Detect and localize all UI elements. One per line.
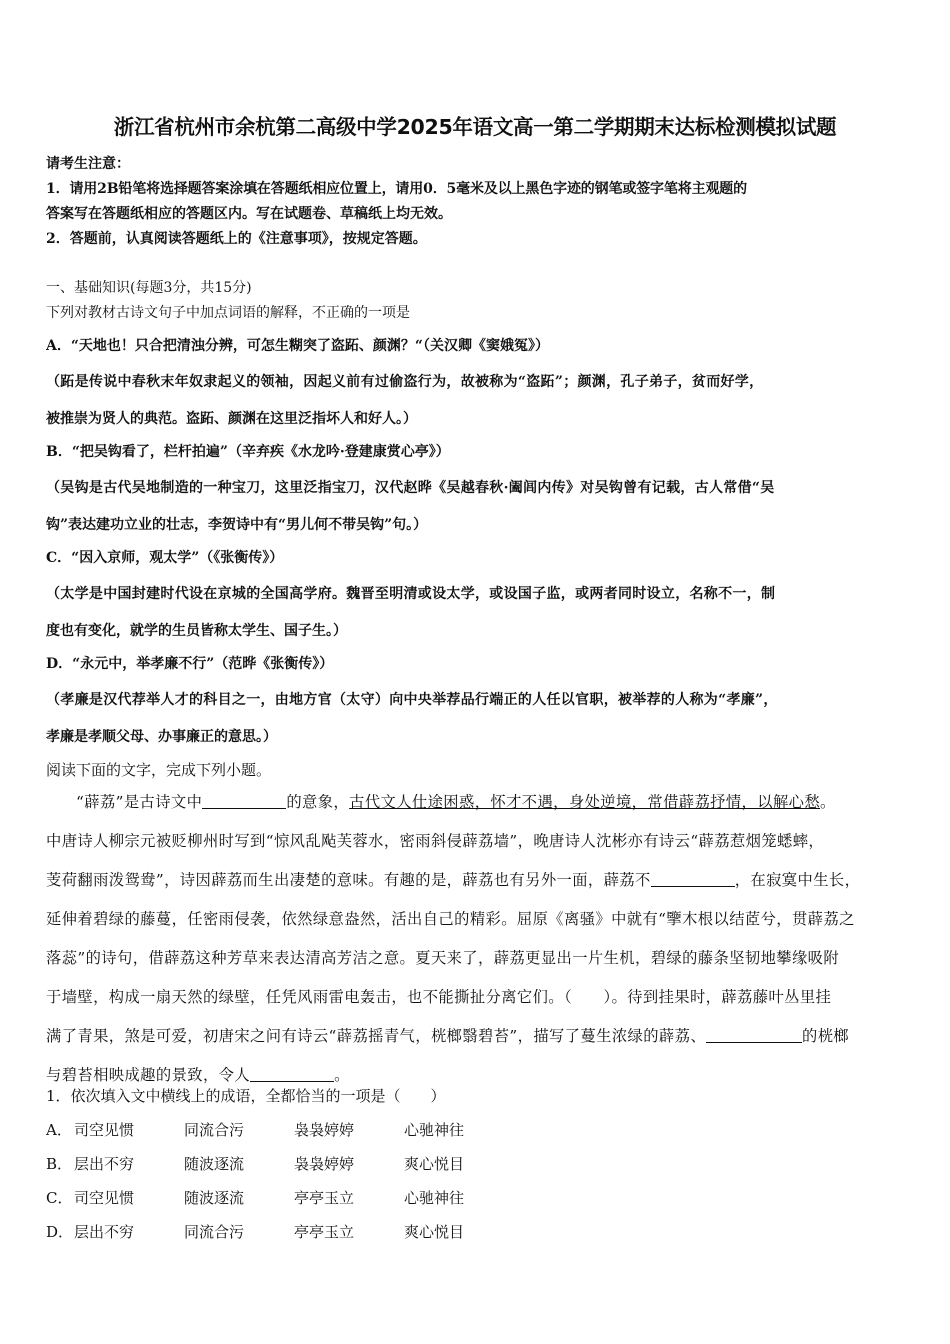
option-word: 亭亭玉立 (294, 1223, 355, 1241)
question-1-stem: 1．依次填入文中横线上的成语，全都恰当的一项是（ ） (46, 1087, 446, 1105)
passage-text: 。 (820, 793, 836, 811)
option-d-note-line-2: 孝廉是孝顺父母、办事廉正的意思。） (46, 729, 277, 745)
answer-blank-1 (202, 790, 286, 809)
passage-line-6: 于墙壁，构成一扇天然的绿壁，任凭风雨雷电轰击，也不能撕扯分离它们。（ ）。待到挂果时，薜荔藤叶丛里挂 (46, 988, 832, 1006)
option-a: A．“天地也！只合把清浊分辨，可怎生糊突了盗跖、颜渊？“（关汉卿《窦娥冤》） (46, 338, 549, 354)
option-a-note-line-1: （跖是传说中春秋末年奴隶起义的领袖，因起义前有过偷盗行为，故被称为“盗跖”；颜渊，孔子弟子，贫而好学， (46, 374, 764, 390)
option-d-note-line-1: （孝廉是汉代荐举人才的科目之一，由地方官（太守）向中央举荐品行端正的人任以官职，被举荐的人称为“孝廉”， (46, 692, 778, 708)
passage-line-7 (46, 1017, 908, 1056)
option-b-note-line-1: （吴钩是古代吴地制造的一种宝刀，这里泛指宝刀，汉代赵晔《吴越春秋·阖闾内传》对吴钩曾有记载，古人常借“吴 (46, 480, 775, 496)
q1-option-d (46, 1221, 464, 1242)
passage-text: ，在寂寞中生长， (734, 871, 861, 889)
option-c-note-line-2: 度也有变化，就学的生员皆称太学生、国子生。） (46, 623, 347, 639)
option-a-note-line-2: 被推崇为贤人的典范。盗跖、颜渊在这里泛指坏人和好人。） (46, 411, 417, 427)
option-word: 袅袅婷婷 (294, 1121, 355, 1139)
option-word: 心驰神往 (404, 1121, 465, 1139)
option-word: 爽心悦目 (404, 1155, 465, 1173)
answer-blank-4 (250, 1063, 334, 1082)
passage-text: 。 (334, 1066, 350, 1084)
option-word: 爽心悦目 (404, 1223, 465, 1241)
option-c: C．“因入京师，观太学”（《张衡传》） (46, 550, 284, 566)
option-word: 随波逐流 (184, 1155, 245, 1173)
passage-text: 满了青果，煞是可爱，初唐宋之问有诗云“薜荔摇青气，桄榔翳碧苔”，描写了蔓生浓绿的薜荔、 (46, 1027, 707, 1045)
option-word: 心驰神往 (404, 1189, 465, 1207)
option-label: C． (46, 1189, 73, 1207)
passage-line-1 (46, 783, 908, 822)
option-d: D．“永元中，举孝廉不行”（范晔《张衡传》） (46, 656, 334, 672)
underlined-sentence: 古代文人仕途困惑，怀才不遇，身处逆境，常借薜荔抒情，以解心愁 (349, 793, 821, 811)
notice-heading: 请考生注意： (46, 156, 130, 172)
passage-text: 的桄榔 (802, 1027, 850, 1045)
answer-blank-3 (706, 1024, 802, 1043)
passage-line-2: 中唐诗人柳宗元被贬柳州时写到“惊风乱飐芙蓉水，密雨斜侵薜荔墙”，晚唐诗人沈彬亦有诗云“薜荔惹烟笼蟋蟀， (46, 832, 825, 850)
option-word: 袅袅婷婷 (294, 1155, 355, 1173)
option-label: A． (46, 1121, 72, 1139)
option-b: B．“把吴钩看了，栏杆拍遍”（辛弃疾《水龙吟·登建康赏心亭》） (46, 444, 450, 460)
option-word: 同流合污 (184, 1223, 245, 1241)
q1-option-c (46, 1187, 464, 1208)
q1-option-b (46, 1153, 464, 1174)
notice-item-2: 2．答题前，认真阅读答题纸上的《注意事项》，按规定答题。 (46, 231, 427, 247)
page-title: 浙江省杭州市余杭第二高级中学2025年语文高一第二学期期末达标检测模拟试题 (113, 115, 837, 139)
passage-line-4: 延伸着碧绿的藤蔓，任密雨侵袭，依然绿意盎然，活出自己的精彩。屈原《离骚》中就有“擥木根以结茝兮，贯薜荔之 (46, 910, 855, 928)
option-word: 随波逐流 (184, 1189, 245, 1207)
notice-item-1-line-2: 答案写在答题纸相应的答题区内。写在试题卷、草稿纸上均无效。 (46, 206, 452, 222)
notice-item-1-line-1: 1．请用2B铅笔将选择题答案涂填在答题纸相应位置上，请用0．5毫米及以上黑色字迹的钢笔或签字笔将主观题的 (46, 181, 747, 197)
q1-option-a (46, 1119, 464, 1140)
passage-text: “薜荔”是古诗文中 (76, 793, 203, 811)
passage-line-3 (46, 861, 908, 900)
option-word: 司空见惯 (74, 1189, 135, 1207)
option-b-note-line-2: 钩”表达建功立业的壮志，李贺诗中有“男儿何不带吴钩”句。） (46, 517, 428, 533)
passage-line-5: 落蕊”的诗句，借薜荔这种芳草来表达清高芳洁之意。夏天来了，薜荔更显出一片生机，碧绿的藤条坚韧地攀缘吸附 (46, 949, 840, 967)
reading-instruction: 阅读下面的文字，完成下列小题。 (46, 761, 272, 779)
reading-passage (46, 783, 908, 1095)
section-1-heading: 一、基础知识(每题3分，共15分) (46, 280, 252, 296)
option-word: 层出不穷 (74, 1155, 135, 1173)
section-1-question: 下列对教材古诗文句子中加点词语的解释，不正确的一项是 (46, 305, 410, 321)
passage-text: 的意象， (286, 793, 350, 811)
option-label: D． (46, 1223, 74, 1241)
option-c-note-line-1: （太学是中国封建时代设在京城的全国高学府。魏晋至明清或设太学，或设国子监，或两者同时设立，名称不一，制 (46, 586, 776, 602)
option-word: 司空见惯 (74, 1121, 135, 1139)
option-word: 亭亭玉立 (294, 1189, 355, 1207)
option-word: 同流合污 (184, 1121, 245, 1139)
answer-blank-2 (651, 868, 735, 887)
passage-text: 芰荷翻雨泼鸳鸯”，诗因薜荔而生出凄楚的意味。有趣的是，薜荔也有另外一面，薜荔不 (46, 871, 651, 889)
option-word: 层出不穷 (74, 1223, 135, 1241)
option-label: B． (46, 1155, 73, 1173)
passage-text: 与碧苔相映成趣的景致，令人 (46, 1066, 251, 1084)
